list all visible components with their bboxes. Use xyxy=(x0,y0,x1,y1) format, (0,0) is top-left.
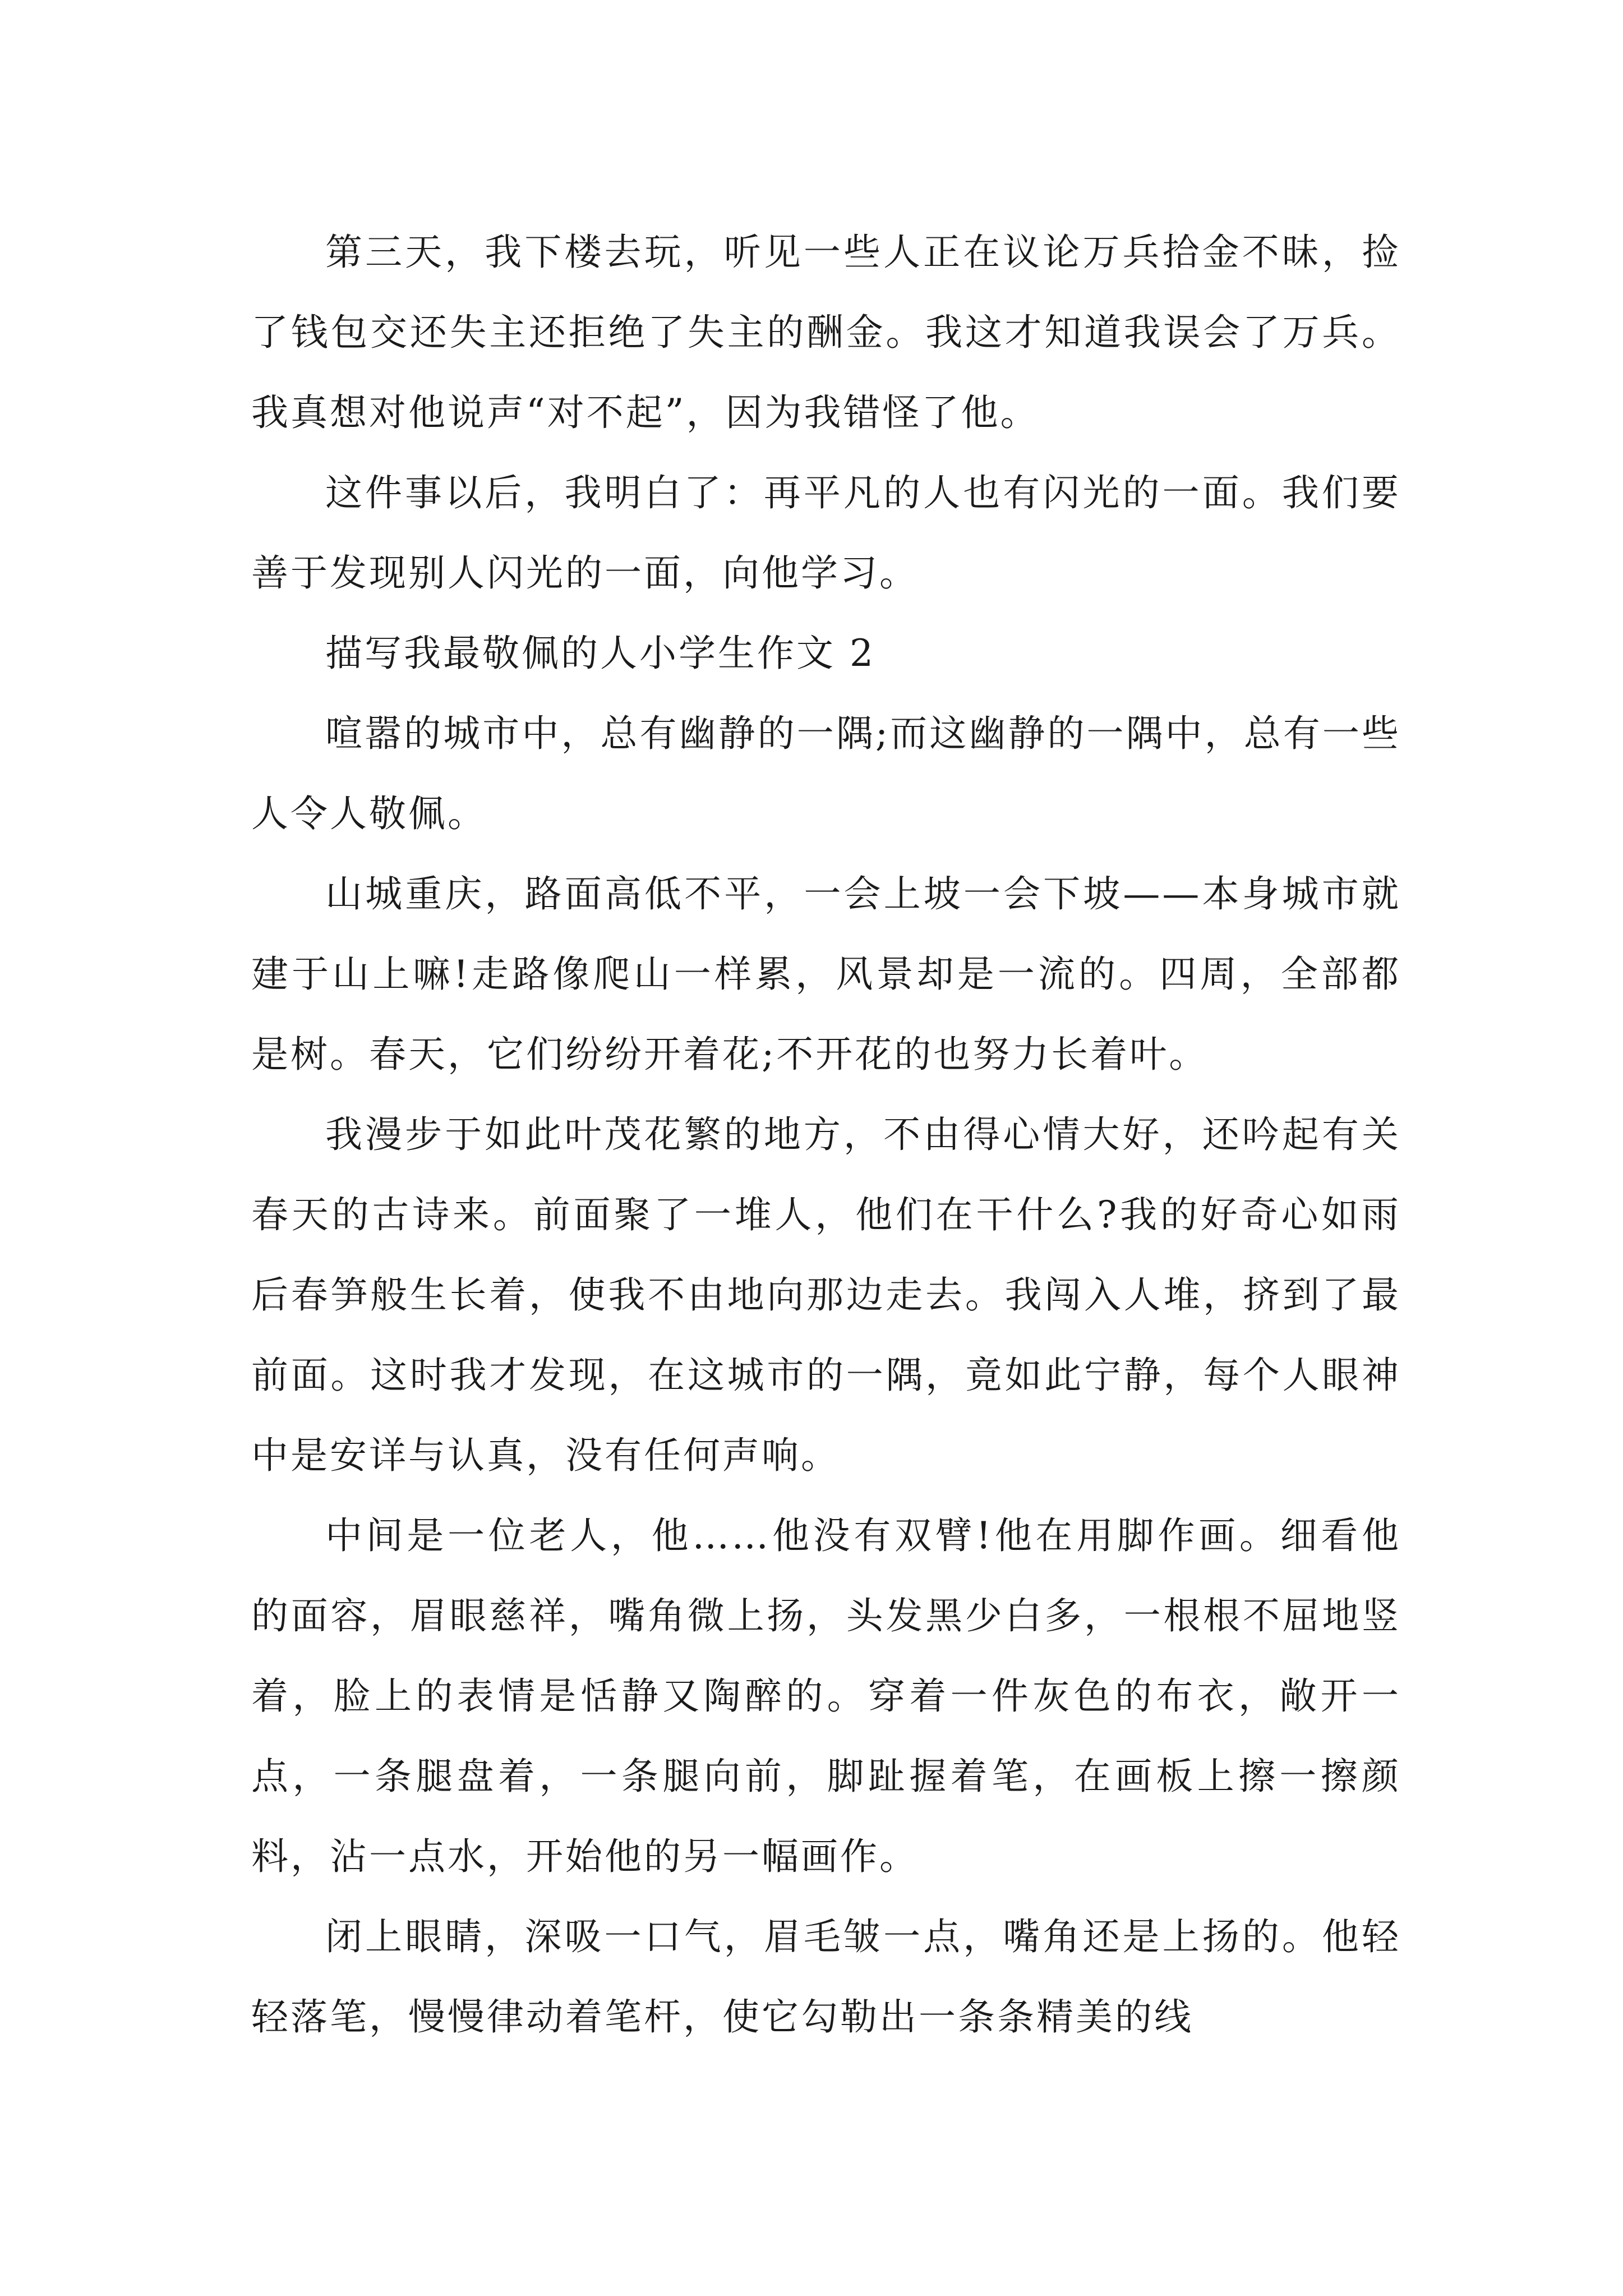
paragraph-5: 我漫步于如此叶茂花繁的地方，不由得心情大好，还吟起有关春天的古诗来。前面聚了一堆人，他们在干什么?我的好奇心如雨后春笋般生长着，使我不由地向那边走去。我闯入人堆，挤到了最前面。这时我才发现，在这城市的一隅，竟如此宁静，每个人眼神中是安详与认真，没有任何声响。 xyxy=(251,1113,1401,1477)
paragraph-1: 第三天，我下楼去玩，听见一些人正在议论万兵拾金不昧，捡了钱包交还失主还拒绝了失主的酬金。我这才知道我误会了万兵。我真想对他说声“对不起”，因为我错怪了他。 xyxy=(251,231,1401,434)
document-body xyxy=(251,212,1401,2057)
paragraph-2: 这件事以后，我明白了：再平凡的人也有闪光的一面。我们要善于发现别人闪光的一面，向他学习。 xyxy=(251,471,1401,595)
paragraph-7: 闭上眼睛，深吸一口气，眉毛皱一点，嘴角还是上扬的。他轻轻落笔，慢慢律动着笔杆，使它勾勒出一条条精美的线 xyxy=(251,1915,1401,2039)
paragraph-4: 山城重庆，路面高低不平，一会上坡一会下坡——本身城市就建于山上嘛!走路像爬山一样累，风景却是一流的。四周，全部都是树。春天，它们纷纷开着花;不开花的也努力长着叶。 xyxy=(251,872,1401,1076)
paragraph-6: 中间是一位老人，他……他没有双臂!他在用脚作画。细看他的面容，眉眼慈祥，嘴角微上扬，头发黑少白多，一根根不屈地竖着，脸上的表情是恬静又陶醉的。穿着一件灰色的布衣，敞开一点，一条腿盘着，一条腿向前，脚趾握着笔，在画板上擦一擦颜料，沾一点水，开始他的另一幅画作。 xyxy=(251,1514,1401,1878)
paragraph-3: 喧嚣的城市中，总有幽静的一隅;而这幽静的一隅中，总有一些人令人敬佩。 xyxy=(251,712,1401,835)
essay-title: 描写我最敬佩的人小学生作文 2 xyxy=(325,632,875,675)
